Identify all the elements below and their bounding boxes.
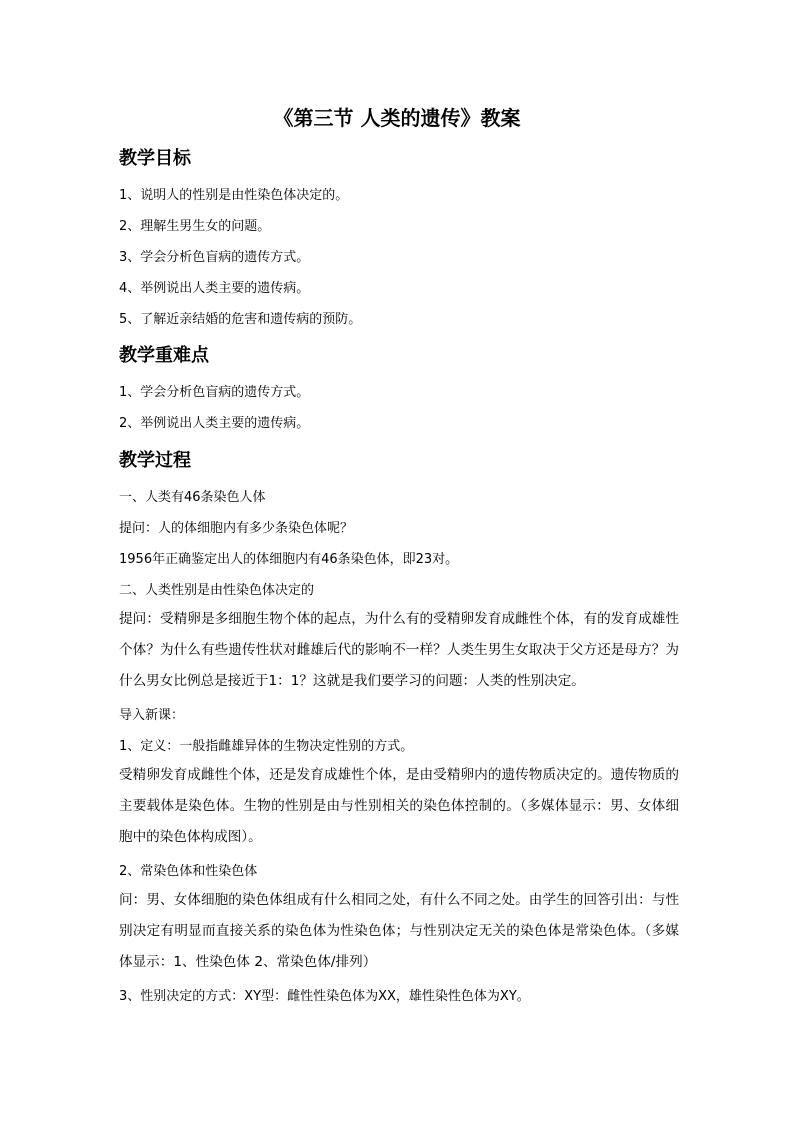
process-paragraph: 问：男、女体细胞的染色体组成有什么相同之处，有什么不同之处。由学生的回答引出：与性别决定有明显而直接关系的染色体为性染色体；与性别决定无关的染色体是常染色体。（多媒体显示：1、性染色体 2、常染色体/排列）: [119, 892, 679, 970]
process-line: 1、定义：一般指雌雄异体的生物决定性别的方式。: [119, 739, 414, 754]
section-heading-objectives: 教学目标: [119, 148, 191, 169]
process-line: 二、人类性别是由性染色体决定的: [119, 583, 315, 598]
objective-item: 3、学会分析色盲病的遗传方式。: [119, 250, 310, 265]
process-line: 2、常染色体和性染色体: [119, 864, 258, 879]
process-line: 3、性别决定的方式：XY型：雌性性染色体为XX，雄性染性色体为XY。: [119, 989, 530, 1004]
process-paragraph: 受精卵发育成雌性个体，还是发育成雄性个体，是由受精卵内的遗传物质决定的。遗传物质的主要载体是染色体。生物的性别是由与性别相关的染色体控制的。（多媒体显示：男、女体细胞中的染色体构成图）。: [119, 767, 679, 845]
process-line: 导入新课：: [119, 708, 185, 723]
process-line: 提问：人的体细胞内有多少条染色体呢？: [119, 521, 354, 536]
key-point-item: 1、学会分析色盲病的遗传方式。: [119, 385, 310, 400]
process-line: 一、人类有46条染色人体: [119, 490, 266, 505]
key-point-item: 2、举例说出人类主要的遗传病。: [119, 416, 310, 431]
section-heading-key-points: 教学重难点: [119, 345, 209, 366]
objective-item: 4、举例说出人类主要的遗传病。: [119, 281, 310, 296]
process-paragraph: 提问：受精卵是多细胞生物个体的起点，为什么有的受精卵发育成雌性个体，有的发育成雄性个体？为什么有些遗传性状对雌雄后代的影响不一样？人类生男生女取决于父方还是母方？为什么男女比例总是接近于1：1？这就是我们要学习的问题：人类的性别决定。: [119, 611, 679, 689]
process-line: 1956年正确鉴定出人的体细胞内有46条染色体，即23对。: [119, 552, 459, 567]
objective-item: 1、说明人的性别是由性染色体决定的。: [119, 188, 349, 203]
section-heading-process: 教学过程: [119, 450, 191, 471]
objective-item: 5、了解近亲结婚的危害和遗传病的预防。: [119, 312, 362, 327]
objective-item: 2、理解生男生女的问题。: [119, 219, 271, 234]
document-title: 《第三节 人类的遗传》教案: [273, 106, 521, 130]
